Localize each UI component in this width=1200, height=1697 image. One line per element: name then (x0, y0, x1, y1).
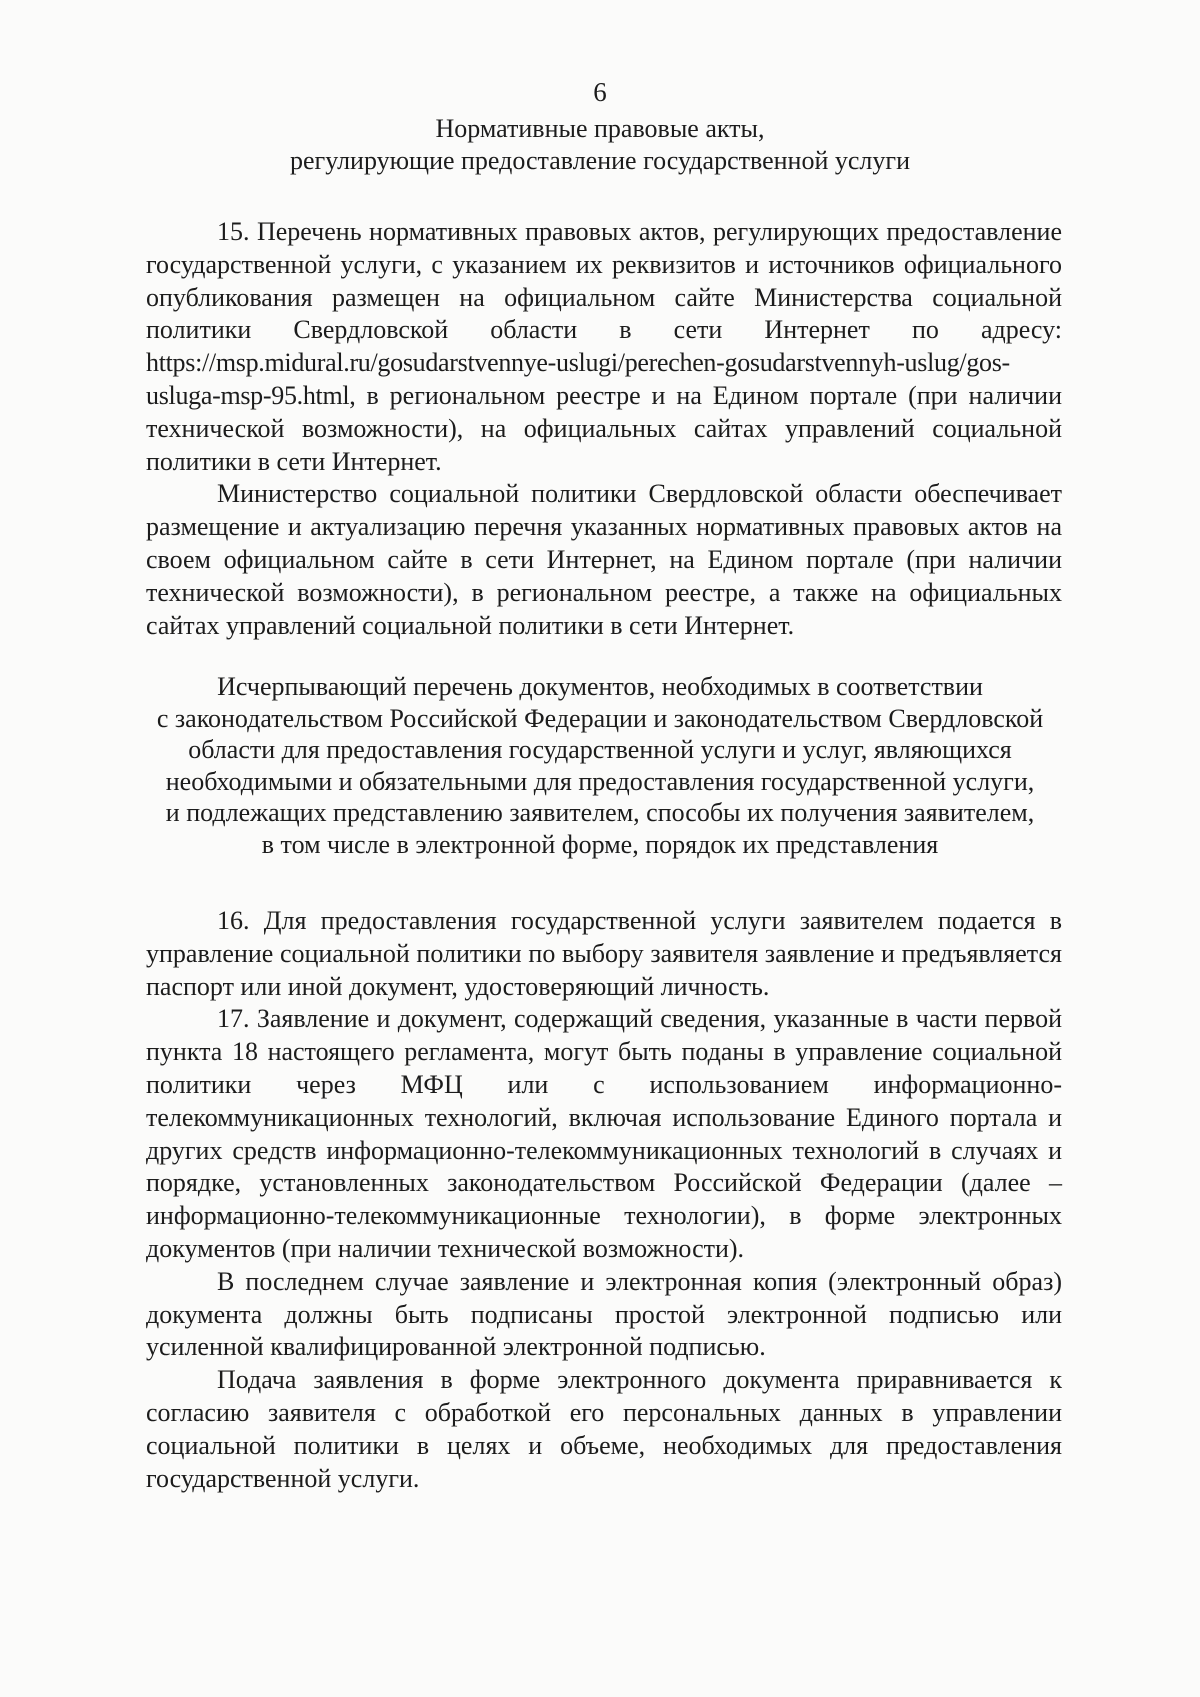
paragraph-17: 17. Заявление и документ, содержащий сведения, указанные в части первой пункта 18 настоящего регламента, могут быть поданы в управление социальной политики через МФЦ или с использованием информационно-телекоммуникационных технологий, включая использование Единого портала и других средств информационно-телекоммуникационных технологий в случаях и порядке, установленных законодательством Российской Федерации (далее – информационно-телекоммуникационные технологии), в форме электронных документов (при наличии технической возможности). (146, 1004, 1062, 1263)
paragraph-16: 16. Для предоставления государственной услуги заявителем подается в управление социальной политики по выбору заявителя заявление и предъявляется паспорт или иной документ, удостоверяющий личность. (146, 906, 1062, 1001)
ministry-url-link[interactable]: https://msp.midural.ru/gosudarstvennye-uslugi/perechen-gosudarstvennyh-uslug/gos-usluga-msp-95.html, (146, 348, 1010, 410)
heading-line: регулирующие предоставление государственной услуги (290, 145, 910, 175)
heading-line: и подлежащих представлению заявителем, способы их получения заявителем, (165, 798, 1035, 828)
paragraph-17-consent: Подача заявления в форме электронного документа приравнивается к согласию заявителя с обработкой его персональных данных в управлении социальной политики в целях и объеме, необходимых для предоставления государственной услуги. (146, 1365, 1062, 1493)
paragraph-15 (146, 216, 1062, 478)
heading-line: с законодательством Российской Федерации и законодательством Свердловской (156, 703, 1044, 733)
section-heading-normative-acts (100, 113, 1100, 176)
section-body-documents (146, 905, 1062, 1495)
section-body-normative-acts (146, 216, 1062, 642)
paragraph-15-tail: в региональном реестре и на Едином портале (при наличии технической возможности), на официальных сайтах управлений социальной политики в сети Интернет. (146, 380, 1063, 476)
heading-line: Нормативные правовые акты, (435, 114, 765, 143)
heading-line: Исчерпывающий перечень документов, необходимых в соответствии (217, 672, 983, 701)
page-number: 6 (593, 77, 607, 107)
paragraph-15-ministry: Министерство социальной политики Свердловской области обеспечивает размещение и актуализацию перечня указанных нормативных правовых актов на своем официальном сайте в сети Интернет, на Едином портале (при наличии технической возможности), в региональном реестре, а также на официальных сайтах управлений социальной политики в сети Интернет. (146, 479, 1062, 640)
heading-line: области для предоставления государственной услуги и услуг, являющихся (188, 735, 1012, 765)
paragraph-17-signature: В последнем случае заявление и электронная копия (электронный образ) документа должны быть подписаны простой электронной подписью или усиленной квалифицированной электронной подписью. (146, 1266, 1062, 1362)
section-heading-documents-list (100, 671, 1100, 861)
heading-line: в том числе в электронной форме, порядок их представления (261, 829, 939, 859)
paragraph-15-lead: 15. Перечень нормативных правовых актов, регулирующих предоставление государственной услуги, с указанием их реквизитов и источников официального опубликования размещен на официальном сайте Министерства социальной политики Свердловской области в сети Интернет по адресу: (146, 217, 1062, 345)
heading-line: необходимыми и обязательными для предоставления государственной услуги, (165, 766, 1035, 796)
